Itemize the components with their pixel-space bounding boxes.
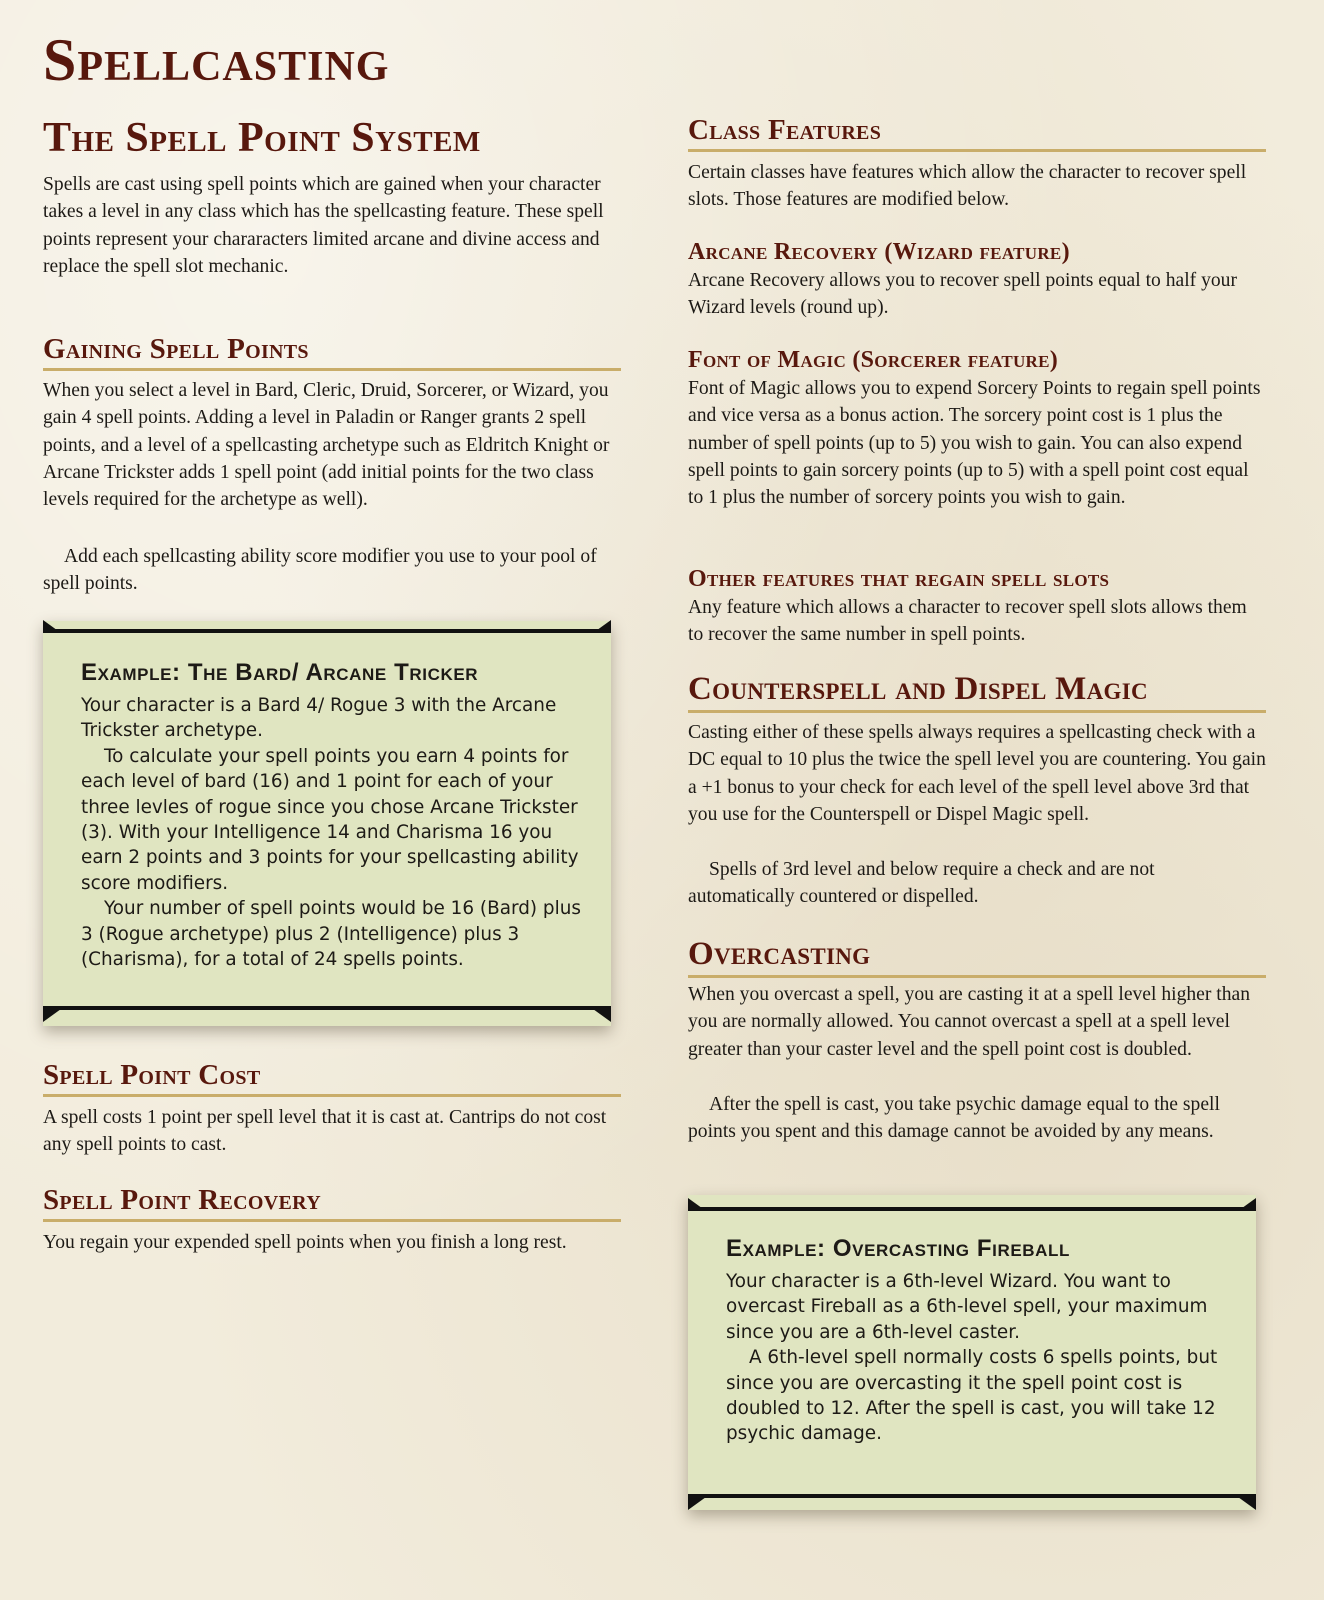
spell-point-system-text: Spells are cast using spell points which are gained when your character takes a level in any class which has the spellcasting feature. These spell points represent your chararacters limited arcane and divine access and replace the spell slot mechanic.	[43, 174, 604, 277]
font-of-magic-text: Font of Magic allows you to expend Sorcery Points to regain spell points and vice versa as a bonus action. The sorcery point cost is 1 plus the number of spell points (up to 5) you wish to gain. You can also expend spell points to gain sorcery points (up to 5) with a spell point cost equal to 1 plus the number of sorcery points you wish to gain.	[688, 378, 1261, 509]
spell-point-cost-text: A spell costs 1 point per spell level that it is cast at. Cantrips do not cost any spell points to cast.	[43, 1107, 607, 1156]
arcane-recovery-text: Arcane Recovery allows you to recover spell points equal to half your Wizard levels (round up).	[688, 270, 1237, 319]
counterspell-heading: Counterspell and Dispel Magic	[688, 670, 1266, 713]
font-of-magic-heading: Font of Magic (Sorcerer feature)	[688, 347, 1059, 373]
counterspell-text: Casting either of these spells always requires a spellcasting check with a DC equal to 10 plus the twice the spell level you are countering. You gain a +1 bonus to your check for each level of the spell level above 3rd that you use for the Counterspell or Dispel Magic spell.	[688, 722, 1266, 825]
overcasting-heading: Overcasting	[688, 935, 1266, 978]
arcane-recovery-heading: Arcane Recovery (Wizard feature)	[688, 239, 1070, 265]
class-features-text: Certain classes have features which allow the character to recover spell slots. Those features are modified below.	[688, 162, 1247, 211]
example-fireball-title: Example: Overcasting Fireball	[726, 1235, 1071, 1262]
example-fireball-body: Your character is a 6th-level Wizard. You want to overcast Fireball as a 6th-level spell, your maximum since you are a 6th-level caster. A 6th-level spell normally costs 6 spells points, but since you are overcasting it the spell point cost is doubled to 12. After the spell is cast, you will take 12 psychic damage.	[726, 1271, 1218, 1445]
gaining-spell-points-text: When you select a level in Bard, Cleric, Druid, Sorcerer, or Wizard, you gain 4 spell points. Adding a level in Paladin or Ranger grants 2 spell points, and a level of a spellcasting archetype such as Eldritch Knight or Arcane Trickster adds 1 spell point (add initial points for the two class levels required for the archetype as well).	[43, 380, 610, 511]
class-features-heading: Class Features	[688, 113, 1266, 152]
spell-point-recovery-text: You regain your expended spell points when you finish a long rest.	[43, 1232, 567, 1253]
other-features-heading: Other features that regain spell slots	[688, 566, 1110, 592]
example-bard-title: Example: The Bard/ Arcane Tricker	[81, 659, 479, 686]
example-bard-note	[43, 621, 611, 1026]
gaining-spell-points-text-2: Add each spellcasting ability score modifier you use to your pool of spell points.	[43, 546, 597, 595]
counterspell-text-2: Spells of 3rd level and below require a check and are not automatically countered or dispelled.	[688, 859, 1155, 908]
example-fireball-note	[688, 1195, 1256, 1510]
spell-point-system-heading: The Spell Point System	[43, 115, 481, 161]
spell-point-recovery-heading: Spell Point Recovery	[43, 1183, 621, 1222]
page-title: Spellcasting	[43, 27, 390, 93]
example-bard-body: Your character is a Bard 4/ Rogue 3 with the Arcane Trickster archetype. To calculate your spell points you earn 4 points for each level of bard (16) and 1 point for each of your three levles of rogue since you chose Arcane Trickster (3). With your Intelligence 14 and Charisma 16 you earn 2 points and 3 points for your spellcasting ability score modifiers. Your number of spell points would be 16 (Bard) plus 3 (Rogue archetype) plus 2 (Intelligence) plus 3 (Charisma), for a total of 24 spells points.	[81, 695, 581, 971]
spell-point-cost-heading: Spell Point Cost	[43, 1058, 621, 1097]
overcasting-text-2: After the spell is cast, you take psychic damage equal to the spell points you spent and this damage cannot be avoided by any means.	[688, 1094, 1220, 1143]
overcasting-text: When you overcast a spell, you are casting it at a spell level higher than you are normally allowed. You cannot overcast a spell at a spell level greater than your caster level and the spell point cost is doubled.	[688, 984, 1251, 1060]
gaining-spell-points-heading: Gaining Spell Points	[43, 332, 621, 371]
other-features-text: Any feature which allows a character to recover spell slots allows them to recover the same number in spell points.	[688, 597, 1247, 646]
